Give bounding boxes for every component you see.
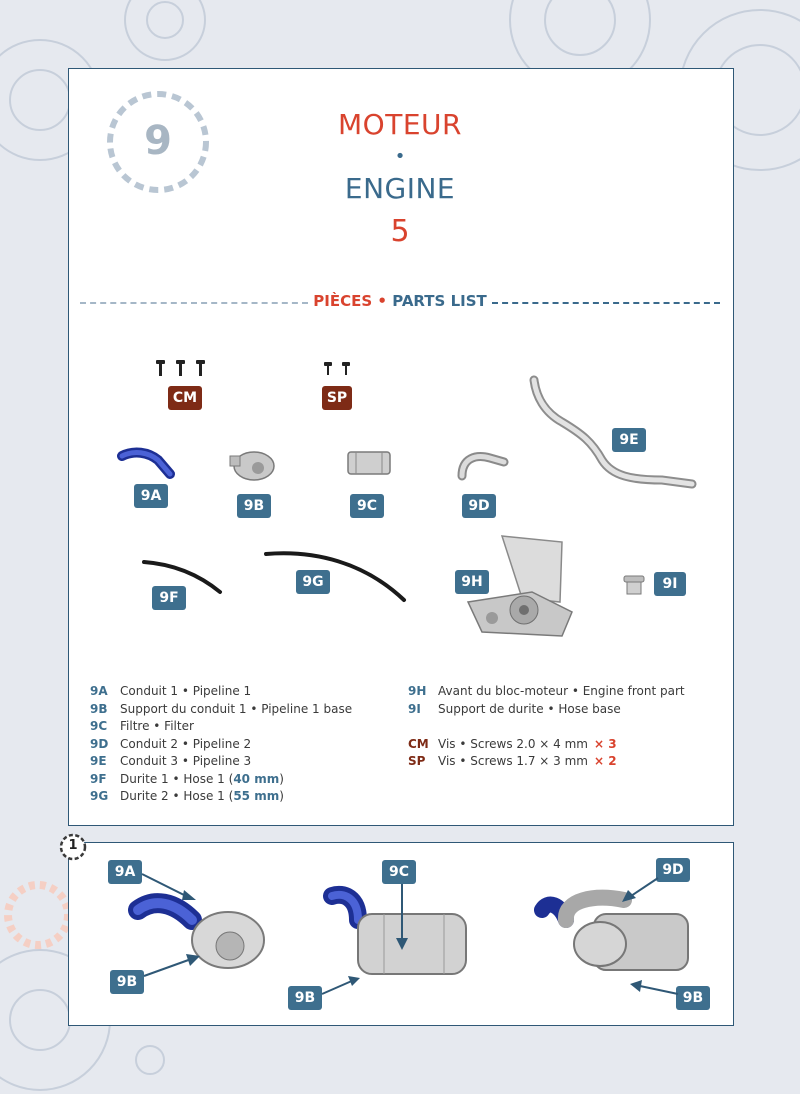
hose-base-image	[622, 574, 646, 596]
hose-2-image	[264, 546, 414, 606]
tag-9e: 9E	[612, 428, 646, 452]
stage-number: 5	[390, 214, 410, 249]
legend-left	[90, 683, 352, 806]
step-tag-9b-2: 9B	[288, 986, 322, 1010]
legend-row: CM Vis • Screws 2.0 × 4 mm × 3	[408, 736, 617, 751]
parts-heading: PIÈCES • PARTS LIST	[313, 292, 487, 310]
title-french: MOTEUR	[338, 108, 462, 141]
tag-9a: 9A	[134, 484, 168, 508]
tag-9c: 9C	[350, 494, 384, 518]
pipeline-2-image	[454, 446, 510, 482]
gear-icon	[125, 0, 205, 60]
tag-9h: 9H	[455, 570, 489, 594]
pipeline-1-image	[118, 446, 178, 480]
arrow-icon	[142, 954, 202, 984]
legend-row: 9F Durite 1 • Hose 1 (40 mm)	[90, 771, 284, 786]
tag-sp: SP	[322, 386, 352, 410]
legend-spacer	[408, 718, 685, 736]
divider-left	[80, 302, 308, 304]
step-tag-9c: 9C	[382, 860, 416, 884]
legend-row: 9B Support du conduit 1 • Pipeline 1 base	[90, 701, 353, 716]
step-tag-9b-1: 9B	[110, 970, 144, 994]
step-image-9d-9b	[534, 880, 694, 980]
divider-right	[492, 302, 720, 304]
arrow-icon	[392, 884, 412, 950]
step-tag-9b-3: 9B	[676, 986, 710, 1010]
pipeline-1-base-image	[228, 448, 278, 482]
tag-9d: 9D	[462, 494, 496, 518]
tag-cm: CM	[168, 386, 202, 410]
gear-icon	[8, 885, 68, 945]
tag-9g: 9G	[296, 570, 330, 594]
legend-row: SP Vis • Screws 1.7 × 3 mm × 2	[408, 754, 617, 768]
arrow-icon	[320, 974, 360, 998]
screws-cm-image	[152, 358, 216, 382]
step-number: 1	[68, 838, 78, 853]
pipeline-3-image	[522, 376, 698, 496]
legend-row: 9I Support de durite • Hose base	[408, 701, 621, 716]
gear-icon	[136, 1046, 164, 1074]
screws-sp-image	[320, 360, 360, 380]
step-tag-9d: 9D	[656, 858, 690, 882]
step-tag-9a: 9A	[108, 860, 142, 884]
arrow-icon	[140, 872, 200, 902]
legend-row: 9H Avant du bloc-moteur • Engine front part	[408, 684, 685, 698]
title-english: ENGINE	[344, 172, 456, 205]
legend-right	[408, 683, 685, 771]
legend-row: 9E Conduit 3 • Pipeline 3	[90, 754, 252, 768]
filter-image	[344, 448, 394, 478]
title-separator: •	[394, 146, 406, 167]
tag-9b: 9B	[237, 494, 271, 518]
legend-row: 9A Conduit 1 • Pipeline 1	[90, 684, 252, 698]
arrow-icon	[620, 876, 660, 906]
legend-row: 9D Conduit 2 • Pipeline 2	[90, 736, 252, 751]
arrow-icon	[630, 980, 680, 1000]
tag-9i: 9I	[654, 572, 686, 596]
section-number: 9	[144, 118, 172, 164]
legend-row: 9G Durite 2 • Hose 1 (55 mm)	[90, 789, 284, 803]
tag-9f: 9F	[152, 586, 186, 610]
legend-row: 9C Filtre • Filter	[90, 719, 194, 733]
